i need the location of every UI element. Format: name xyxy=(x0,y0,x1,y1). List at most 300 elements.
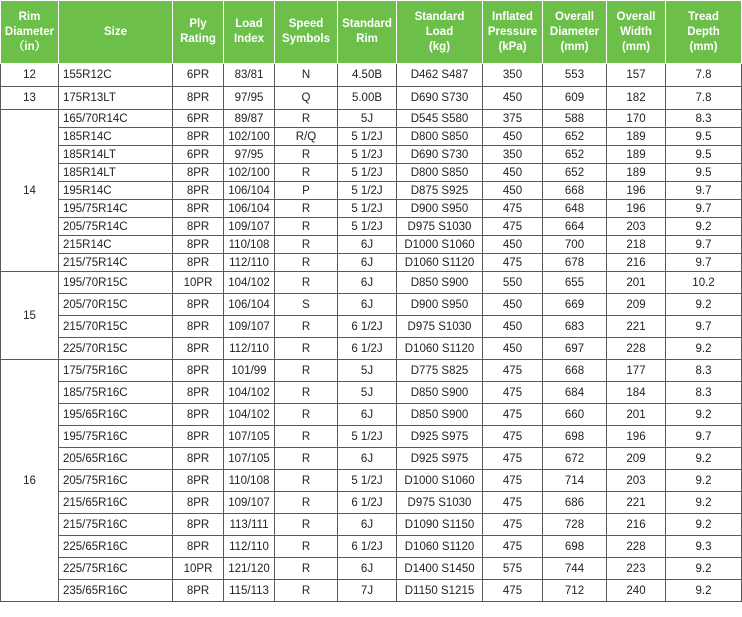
speed-symbol-cell: R xyxy=(275,536,338,558)
load-index-cell: 107/105 xyxy=(224,448,275,470)
rim-diameter-cell: 15 xyxy=(1,272,59,360)
ply-rating-cell: 8PR xyxy=(173,492,224,514)
inflated-pressure-cell: 450 xyxy=(483,316,543,338)
load-index-cell: 110/108 xyxy=(224,470,275,492)
standard-rim-cell: 6J xyxy=(338,236,397,254)
tread-depth-cell: 9.2 xyxy=(666,448,742,470)
speed-symbol-cell: R/Q xyxy=(275,128,338,146)
table-row xyxy=(1,448,742,470)
header-standard-rim: Standard Rim xyxy=(338,1,397,64)
size-cell: 225/75R16C xyxy=(59,558,173,580)
tread-depth-cell: 10.2 xyxy=(666,272,742,294)
standard-load-cell: D850 S900 xyxy=(397,404,483,426)
standard-rim-cell: 5 1/2J xyxy=(338,182,397,200)
standard-load-cell: D800 S850 xyxy=(397,128,483,146)
speed-symbol-cell: R xyxy=(275,382,338,404)
ply-rating-cell: 8PR xyxy=(173,200,224,218)
header-load-index: Load Index xyxy=(224,1,275,64)
overall-width-cell: 184 xyxy=(607,382,666,404)
inflated-pressure-cell: 475 xyxy=(483,218,543,236)
overall-diameter-cell: 698 xyxy=(543,426,607,448)
size-cell: 165/70R14C xyxy=(59,110,173,128)
inflated-pressure-cell: 475 xyxy=(483,536,543,558)
inflated-pressure-cell: 475 xyxy=(483,426,543,448)
table-row xyxy=(1,294,742,316)
standard-rim-cell: 6 1/2J xyxy=(338,536,397,558)
inflated-pressure-cell: 450 xyxy=(483,338,543,360)
inflated-pressure-cell: 475 xyxy=(483,404,543,426)
table-row xyxy=(1,470,742,492)
tread-depth-cell: 9.2 xyxy=(666,338,742,360)
table-row xyxy=(1,218,742,236)
size-cell: 205/65R16C xyxy=(59,448,173,470)
ply-rating-cell: 8PR xyxy=(173,87,224,110)
header-row xyxy=(1,1,742,64)
standard-load-cell: D850 S900 xyxy=(397,272,483,294)
table-row xyxy=(1,360,742,382)
overall-width-cell: 177 xyxy=(607,360,666,382)
overall-diameter-cell: 669 xyxy=(543,294,607,316)
overall-width-cell: 201 xyxy=(607,272,666,294)
load-index-cell: 112/110 xyxy=(224,338,275,360)
load-index-cell: 109/107 xyxy=(224,218,275,236)
table-row xyxy=(1,164,742,182)
standard-load-cell: D900 S950 xyxy=(397,200,483,218)
speed-symbol-cell: R xyxy=(275,200,338,218)
tread-depth-cell: 9.5 xyxy=(666,128,742,146)
size-cell: 215/75R14C xyxy=(59,254,173,272)
size-cell: 155R12C xyxy=(59,64,173,87)
table-row xyxy=(1,558,742,580)
load-index-cell: 97/95 xyxy=(224,146,275,164)
overall-width-cell: 209 xyxy=(607,294,666,316)
overall-width-cell: 170 xyxy=(607,110,666,128)
tread-depth-cell: 9.2 xyxy=(666,404,742,426)
table-row xyxy=(1,200,742,218)
table-row xyxy=(1,182,742,200)
inflated-pressure-cell: 450 xyxy=(483,87,543,110)
standard-load-cell: D925 S975 xyxy=(397,448,483,470)
ply-rating-cell: 8PR xyxy=(173,182,224,200)
table-row xyxy=(1,426,742,448)
standard-rim-cell: 6J xyxy=(338,404,397,426)
standard-load-cell: D800 S850 xyxy=(397,164,483,182)
standard-load-cell: D462 S487 xyxy=(397,64,483,87)
standard-rim-cell: 5J xyxy=(338,382,397,404)
standard-rim-cell: 5J xyxy=(338,110,397,128)
load-index-cell: 83/81 xyxy=(224,64,275,87)
size-cell: 195/70R15C xyxy=(59,272,173,294)
speed-symbol-cell: R xyxy=(275,254,338,272)
speed-symbol-cell: R xyxy=(275,404,338,426)
standard-rim-cell: 5 1/2J xyxy=(338,470,397,492)
size-cell: 225/65R16C xyxy=(59,536,173,558)
speed-symbol-cell: S xyxy=(275,294,338,316)
ply-rating-cell: 8PR xyxy=(173,254,224,272)
size-cell: 195/75R14C xyxy=(59,200,173,218)
size-cell: 215/65R16C xyxy=(59,492,173,514)
standard-rim-cell: 5 1/2J xyxy=(338,128,397,146)
ply-rating-cell: 8PR xyxy=(173,164,224,182)
overall-diameter-cell: 712 xyxy=(543,580,607,602)
ply-rating-cell: 8PR xyxy=(173,514,224,536)
overall-diameter-cell: 553 xyxy=(543,64,607,87)
speed-symbol-cell: P xyxy=(275,182,338,200)
load-index-cell: 121/120 xyxy=(224,558,275,580)
overall-diameter-cell: 652 xyxy=(543,164,607,182)
standard-load-cell: D1060 S1120 xyxy=(397,338,483,360)
speed-symbol-cell: N xyxy=(275,64,338,87)
load-index-cell: 112/110 xyxy=(224,536,275,558)
speed-symbol-cell: R xyxy=(275,426,338,448)
header-overall-width: Overall Width (mm) xyxy=(607,1,666,64)
standard-load-cell: D1060 S1120 xyxy=(397,536,483,558)
standard-load-cell: D545 S580 xyxy=(397,110,483,128)
speed-symbol-cell: R xyxy=(275,492,338,514)
overall-diameter-cell: 728 xyxy=(543,514,607,536)
rim-diameter-cell: 14 xyxy=(1,110,59,272)
ply-rating-cell: 8PR xyxy=(173,448,224,470)
size-cell: 175/75R16C xyxy=(59,360,173,382)
load-index-cell: 107/105 xyxy=(224,426,275,448)
standard-load-cell: D1060 S1120 xyxy=(397,254,483,272)
size-cell: 215/70R15C xyxy=(59,316,173,338)
size-cell: 215R14C xyxy=(59,236,173,254)
standard-rim-cell: 5J xyxy=(338,360,397,382)
ply-rating-cell: 8PR xyxy=(173,236,224,254)
overall-width-cell: 189 xyxy=(607,164,666,182)
overall-width-cell: 189 xyxy=(607,128,666,146)
overall-width-cell: 221 xyxy=(607,492,666,514)
size-cell: 185R14LT xyxy=(59,146,173,164)
speed-symbol-cell: R xyxy=(275,558,338,580)
load-index-cell: 102/100 xyxy=(224,128,275,146)
load-index-cell: 101/99 xyxy=(224,360,275,382)
table-row xyxy=(1,536,742,558)
table-row xyxy=(1,254,742,272)
size-cell: 195/65R16C xyxy=(59,404,173,426)
standard-load-cell: D975 S1030 xyxy=(397,218,483,236)
ply-rating-cell: 8PR xyxy=(173,338,224,360)
inflated-pressure-cell: 450 xyxy=(483,182,543,200)
speed-symbol-cell: R xyxy=(275,580,338,602)
standard-load-cell: D1000 S1060 xyxy=(397,236,483,254)
tread-depth-cell: 9.7 xyxy=(666,236,742,254)
tread-depth-cell: 8.3 xyxy=(666,360,742,382)
table-row xyxy=(1,338,742,360)
overall-width-cell: 216 xyxy=(607,254,666,272)
rim-diameter-cell: 16 xyxy=(1,360,59,602)
standard-rim-cell: 5.00B xyxy=(338,87,397,110)
ply-rating-cell: 8PR xyxy=(173,218,224,236)
table-row xyxy=(1,110,742,128)
size-cell: 205/75R14C xyxy=(59,218,173,236)
header-size: Size xyxy=(59,1,173,64)
ply-rating-cell: 8PR xyxy=(173,470,224,492)
overall-width-cell: 196 xyxy=(607,200,666,218)
header-standard-load: Standard Load (kg) xyxy=(397,1,483,64)
table-row xyxy=(1,580,742,602)
overall-width-cell: 203 xyxy=(607,218,666,236)
tread-depth-cell: 9.7 xyxy=(666,182,742,200)
speed-symbol-cell: R xyxy=(275,110,338,128)
overall-diameter-cell: 678 xyxy=(543,254,607,272)
header-inflated-pressure: Inflated Pressure (kPa) xyxy=(483,1,543,64)
speed-symbol-cell: Q xyxy=(275,87,338,110)
load-index-cell: 106/104 xyxy=(224,182,275,200)
ply-rating-cell: 10PR xyxy=(173,272,224,294)
header-ply-rating: Ply Rating xyxy=(173,1,224,64)
overall-diameter-cell: 686 xyxy=(543,492,607,514)
table-body xyxy=(1,64,742,602)
overall-diameter-cell: 700 xyxy=(543,236,607,254)
table-row xyxy=(1,382,742,404)
tread-depth-cell: 9.2 xyxy=(666,218,742,236)
ply-rating-cell: 8PR xyxy=(173,426,224,448)
standard-load-cell: D1000 S1060 xyxy=(397,470,483,492)
ply-rating-cell: 10PR xyxy=(173,558,224,580)
standard-rim-cell: 6 1/2J xyxy=(338,492,397,514)
ply-rating-cell: 8PR xyxy=(173,382,224,404)
overall-diameter-cell: 652 xyxy=(543,146,607,164)
size-cell: 185R14LT xyxy=(59,164,173,182)
load-index-cell: 102/100 xyxy=(224,164,275,182)
overall-width-cell: 218 xyxy=(607,236,666,254)
size-cell: 225/70R15C xyxy=(59,338,173,360)
inflated-pressure-cell: 450 xyxy=(483,294,543,316)
inflated-pressure-cell: 575 xyxy=(483,558,543,580)
header-overall-diameter: Overall Diameter (mm) xyxy=(543,1,607,64)
tread-depth-cell: 9.2 xyxy=(666,470,742,492)
overall-diameter-cell: 668 xyxy=(543,360,607,382)
tread-depth-cell: 9.7 xyxy=(666,200,742,218)
size-cell: 205/70R15C xyxy=(59,294,173,316)
overall-width-cell: 223 xyxy=(607,558,666,580)
table-row xyxy=(1,146,742,164)
overall-width-cell: 196 xyxy=(607,426,666,448)
tread-depth-cell: 9.5 xyxy=(666,164,742,182)
overall-diameter-cell: 698 xyxy=(543,536,607,558)
speed-symbol-cell: R xyxy=(275,470,338,492)
ply-rating-cell: 8PR xyxy=(173,360,224,382)
speed-symbol-cell: R xyxy=(275,236,338,254)
standard-load-cell: D975 S1030 xyxy=(397,316,483,338)
table-row xyxy=(1,64,742,87)
inflated-pressure-cell: 350 xyxy=(483,64,543,87)
size-cell: 215/75R16C xyxy=(59,514,173,536)
overall-width-cell: 228 xyxy=(607,536,666,558)
inflated-pressure-cell: 475 xyxy=(483,254,543,272)
standard-rim-cell: 6J xyxy=(338,558,397,580)
inflated-pressure-cell: 475 xyxy=(483,580,543,602)
table-row xyxy=(1,514,742,536)
table-row xyxy=(1,236,742,254)
inflated-pressure-cell: 450 xyxy=(483,236,543,254)
size-cell: 195R14C xyxy=(59,182,173,200)
overall-diameter-cell: 697 xyxy=(543,338,607,360)
ply-rating-cell: 8PR xyxy=(173,536,224,558)
standard-load-cell: D875 S925 xyxy=(397,182,483,200)
overall-diameter-cell: 684 xyxy=(543,382,607,404)
standard-load-cell: D1150 S1215 xyxy=(397,580,483,602)
overall-width-cell: 221 xyxy=(607,316,666,338)
ply-rating-cell: 8PR xyxy=(173,128,224,146)
tread-depth-cell: 9.3 xyxy=(666,536,742,558)
overall-width-cell: 182 xyxy=(607,87,666,110)
overall-width-cell: 240 xyxy=(607,580,666,602)
inflated-pressure-cell: 450 xyxy=(483,128,543,146)
overall-diameter-cell: 744 xyxy=(543,558,607,580)
size-cell: 235/65R16C xyxy=(59,580,173,602)
speed-symbol-cell: R xyxy=(275,272,338,294)
overall-width-cell: 216 xyxy=(607,514,666,536)
table-row xyxy=(1,128,742,146)
load-index-cell: 104/102 xyxy=(224,272,275,294)
overall-width-cell: 209 xyxy=(607,448,666,470)
overall-width-cell: 201 xyxy=(607,404,666,426)
speed-symbol-cell: R xyxy=(275,448,338,470)
standard-load-cell: D1400 S1450 xyxy=(397,558,483,580)
tread-depth-cell: 9.5 xyxy=(666,146,742,164)
standard-rim-cell: 4.50B xyxy=(338,64,397,87)
ply-rating-cell: 6PR xyxy=(173,64,224,87)
standard-rim-cell: 5 1/2J xyxy=(338,218,397,236)
standard-load-cell: D775 S825 xyxy=(397,360,483,382)
overall-diameter-cell: 655 xyxy=(543,272,607,294)
size-cell: 205/75R16C xyxy=(59,470,173,492)
standard-load-cell: D690 S730 xyxy=(397,87,483,110)
overall-diameter-cell: 714 xyxy=(543,470,607,492)
tread-depth-cell: 9.2 xyxy=(666,580,742,602)
overall-diameter-cell: 588 xyxy=(543,110,607,128)
standard-rim-cell: 6J xyxy=(338,254,397,272)
load-index-cell: 104/102 xyxy=(224,404,275,426)
tread-depth-cell: 9.2 xyxy=(666,558,742,580)
ply-rating-cell: 8PR xyxy=(173,404,224,426)
speed-symbol-cell: R xyxy=(275,316,338,338)
load-index-cell: 115/113 xyxy=(224,580,275,602)
table-row xyxy=(1,316,742,338)
overall-width-cell: 157 xyxy=(607,64,666,87)
size-cell: 175R13LT xyxy=(59,87,173,110)
rim-diameter-cell: 13 xyxy=(1,87,59,110)
speed-symbol-cell: R xyxy=(275,360,338,382)
overall-diameter-cell: 683 xyxy=(543,316,607,338)
load-index-cell: 104/102 xyxy=(224,382,275,404)
tread-depth-cell: 8.3 xyxy=(666,382,742,404)
tread-depth-cell: 9.7 xyxy=(666,254,742,272)
tread-depth-cell: 9.2 xyxy=(666,514,742,536)
inflated-pressure-cell: 450 xyxy=(483,164,543,182)
overall-diameter-cell: 672 xyxy=(543,448,607,470)
inflated-pressure-cell: 475 xyxy=(483,360,543,382)
standard-rim-cell: 6J xyxy=(338,294,397,316)
standard-rim-cell: 5 1/2J xyxy=(338,200,397,218)
size-cell: 185R14C xyxy=(59,128,173,146)
header-rim-diameter: Rim Diameter （in） xyxy=(1,1,59,64)
table-row xyxy=(1,404,742,426)
inflated-pressure-cell: 550 xyxy=(483,272,543,294)
rim-diameter-cell: 12 xyxy=(1,64,59,87)
standard-rim-cell: 5 1/2J xyxy=(338,164,397,182)
header-tread-depth: Tread Depth (mm) xyxy=(666,1,742,64)
tread-depth-cell: 7.8 xyxy=(666,64,742,87)
overall-diameter-cell: 648 xyxy=(543,200,607,218)
inflated-pressure-cell: 475 xyxy=(483,470,543,492)
ply-rating-cell: 6PR xyxy=(173,110,224,128)
size-cell: 195/75R16C xyxy=(59,426,173,448)
overall-width-cell: 189 xyxy=(607,146,666,164)
standard-load-cell: D900 S950 xyxy=(397,294,483,316)
standard-rim-cell: 5 1/2J xyxy=(338,146,397,164)
ply-rating-cell: 8PR xyxy=(173,316,224,338)
table-row xyxy=(1,87,742,110)
tread-depth-cell: 9.2 xyxy=(666,492,742,514)
speed-symbol-cell: R xyxy=(275,146,338,164)
tread-depth-cell: 9.7 xyxy=(666,426,742,448)
overall-diameter-cell: 609 xyxy=(543,87,607,110)
load-index-cell: 109/107 xyxy=(224,316,275,338)
standard-rim-cell: 6J xyxy=(338,514,397,536)
speed-symbol-cell: R xyxy=(275,164,338,182)
speed-symbol-cell: R xyxy=(275,514,338,536)
header-speed-symbols: Speed Symbols xyxy=(275,1,338,64)
speed-symbol-cell: R xyxy=(275,218,338,236)
overall-diameter-cell: 652 xyxy=(543,128,607,146)
ply-rating-cell: 6PR xyxy=(173,146,224,164)
load-index-cell: 89/87 xyxy=(224,110,275,128)
inflated-pressure-cell: 475 xyxy=(483,448,543,470)
load-index-cell: 106/104 xyxy=(224,294,275,316)
tread-depth-cell: 9.7 xyxy=(666,316,742,338)
overall-diameter-cell: 668 xyxy=(543,182,607,200)
tread-depth-cell: 9.2 xyxy=(666,294,742,316)
load-index-cell: 110/108 xyxy=(224,236,275,254)
standard-rim-cell: 7J xyxy=(338,580,397,602)
overall-width-cell: 196 xyxy=(607,182,666,200)
inflated-pressure-cell: 350 xyxy=(483,146,543,164)
load-index-cell: 112/110 xyxy=(224,254,275,272)
standard-rim-cell: 5 1/2J xyxy=(338,426,397,448)
ply-rating-cell: 8PR xyxy=(173,580,224,602)
overall-width-cell: 203 xyxy=(607,470,666,492)
standard-rim-cell: 6J xyxy=(338,272,397,294)
inflated-pressure-cell: 475 xyxy=(483,514,543,536)
standard-load-cell: D1090 S1150 xyxy=(397,514,483,536)
standard-load-cell: D850 S900 xyxy=(397,382,483,404)
inflated-pressure-cell: 475 xyxy=(483,492,543,514)
load-index-cell: 97/95 xyxy=(224,87,275,110)
standard-rim-cell: 6J xyxy=(338,448,397,470)
standard-load-cell: D925 S975 xyxy=(397,426,483,448)
load-index-cell: 109/107 xyxy=(224,492,275,514)
tread-depth-cell: 7.8 xyxy=(666,87,742,110)
overall-diameter-cell: 664 xyxy=(543,218,607,236)
load-index-cell: 113/111 xyxy=(224,514,275,536)
load-index-cell: 106/104 xyxy=(224,200,275,218)
standard-load-cell: D690 S730 xyxy=(397,146,483,164)
table-row xyxy=(1,492,742,514)
inflated-pressure-cell: 475 xyxy=(483,382,543,404)
overall-width-cell: 228 xyxy=(607,338,666,360)
standard-load-cell: D975 S1030 xyxy=(397,492,483,514)
speed-symbol-cell: R xyxy=(275,338,338,360)
size-cell: 185/75R16C xyxy=(59,382,173,404)
inflated-pressure-cell: 475 xyxy=(483,200,543,218)
inflated-pressure-cell: 375 xyxy=(483,110,543,128)
overall-diameter-cell: 660 xyxy=(543,404,607,426)
tread-depth-cell: 8.3 xyxy=(666,110,742,128)
